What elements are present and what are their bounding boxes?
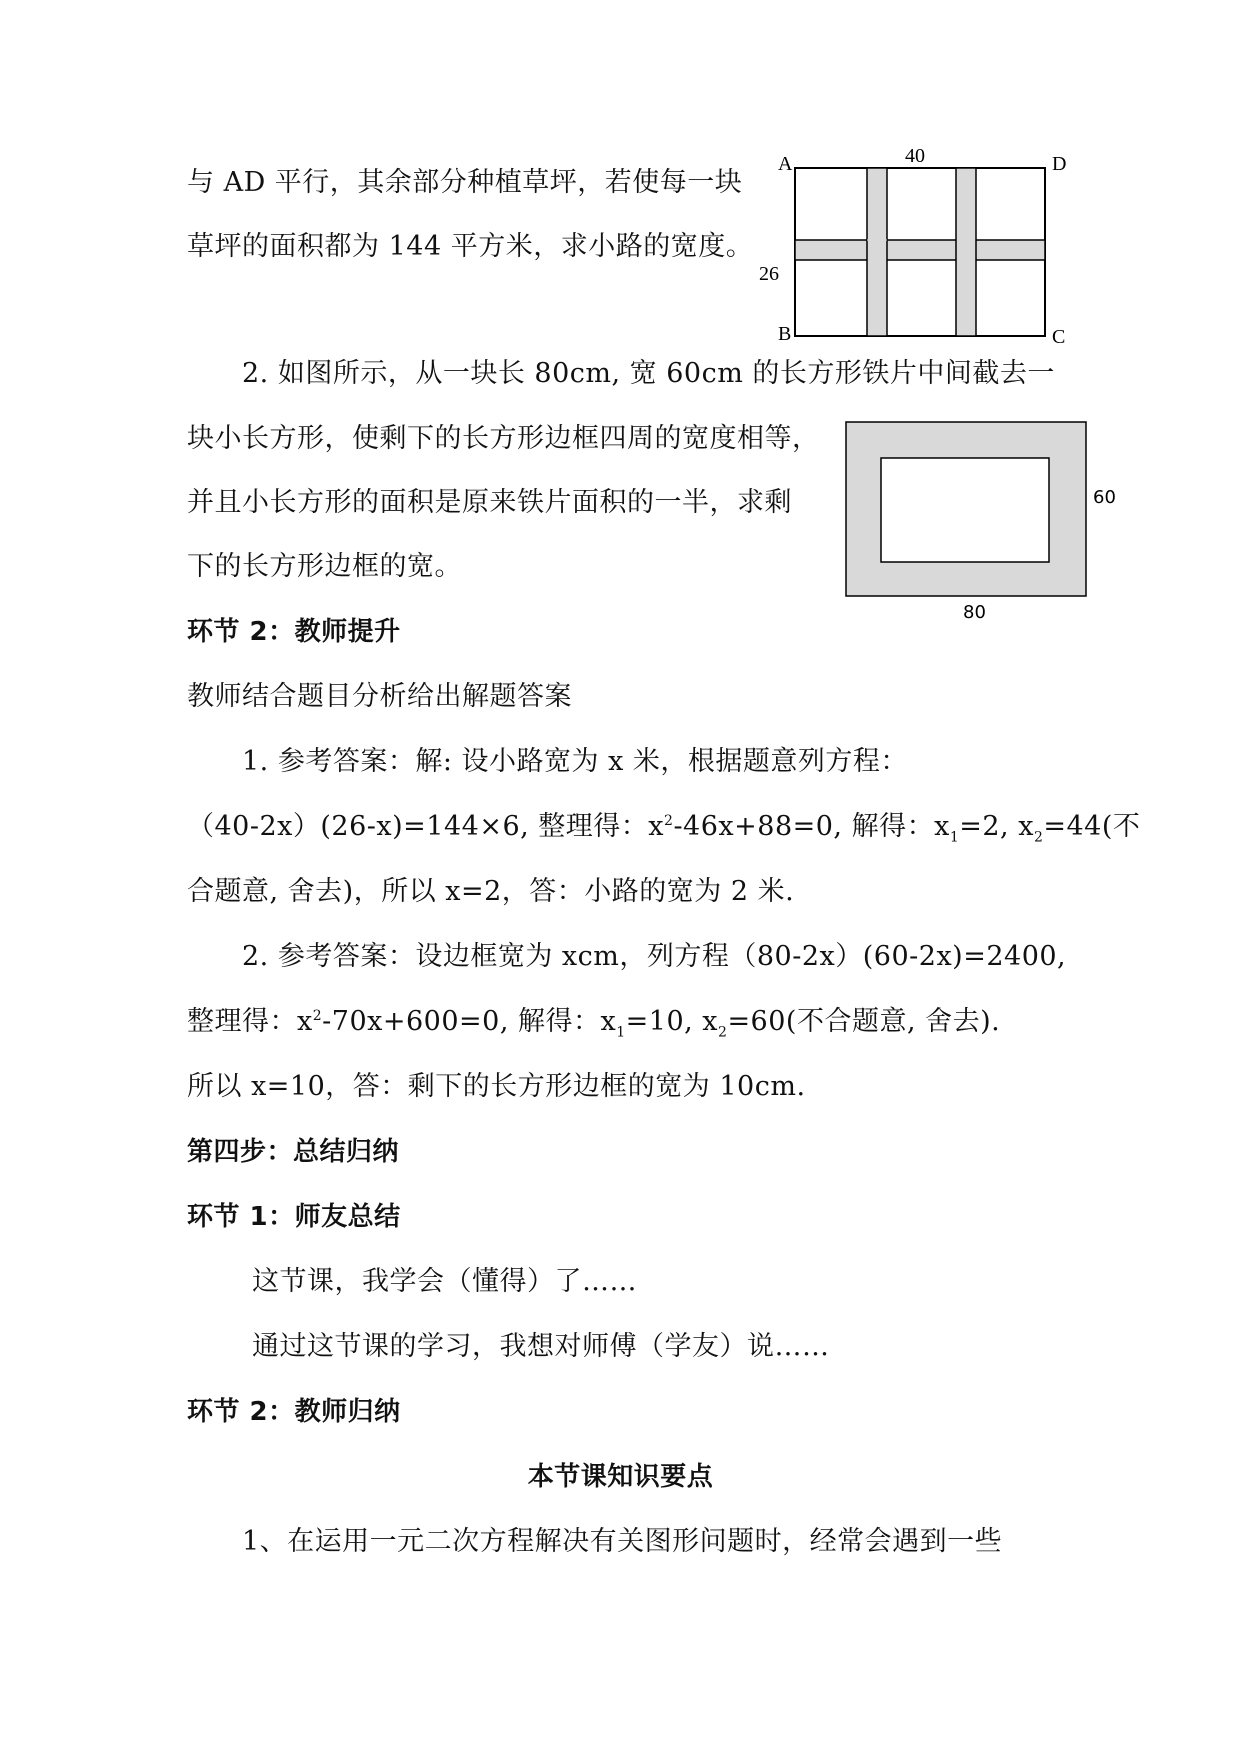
answer2-line3: 所以 x=10，答：剩下的长方形边框的宽为 10cm. bbox=[187, 1071, 806, 1102]
horizontal-path bbox=[795, 240, 1045, 260]
heading-link1: 环节 1：师友总结 bbox=[187, 1202, 401, 1232]
corner-b: B bbox=[778, 323, 792, 345]
knowledge-point1: 1、在运用一元二次方程解决有关图形问题时，经常会遇到一些 bbox=[242, 1526, 1003, 1557]
heading-teacher-raise: 环节 2：教师提升 bbox=[187, 617, 401, 647]
knowledge-title: 本节课知识要点 bbox=[527, 1462, 714, 1492]
label-40: 40 bbox=[905, 145, 925, 167]
answer1-line1: 1. 参考答案：解: 设小路宽为 x 米，根据题意列方程： bbox=[242, 746, 908, 777]
vertical-path-left bbox=[867, 168, 887, 336]
teacher-raise-intro: 教师结合题目分析给出解题答案 bbox=[187, 681, 572, 712]
vertical-path-right bbox=[956, 168, 976, 336]
problem2-line1: 2. 如图所示，从一块长 80cm, 宽 60cm 的长方形铁片中间截去一 bbox=[242, 358, 1055, 389]
answer1-line2: （40-2x）(26-x)=144×6, 整理得：$x^2-46x+88=0$, 解得：$x_1=2$, $x_2=44$(不 bbox=[187, 811, 1141, 846]
answer2-line1: 2. 参考答案：设边框宽为 xcm，列方程（80-2x）(60-2x)=2400, bbox=[242, 941, 1067, 972]
frame-figure bbox=[845, 420, 1165, 630]
label-60: 60 bbox=[1093, 487, 1116, 508]
corner-c: C bbox=[1052, 326, 1066, 348]
heading-step4: 第四步：总结归纳 bbox=[187, 1137, 400, 1167]
answer2-line2: 整理得：$x^2-70x+600=0$, 解得：$x_1=10$, $x_2=60$(不合题意, 舍去). bbox=[187, 1006, 1001, 1041]
corner-a: A bbox=[778, 153, 793, 175]
problem2-line3: 并且小长方形的面积是原来铁片面积的一半，求剩 bbox=[187, 487, 792, 518]
heading-link2: 环节 2：教师归纳 bbox=[187, 1397, 401, 1427]
link1-line1: 这节课，我学会（懂得）了…… bbox=[252, 1266, 637, 1297]
problem2-line4: 下的长方形边框的宽。 bbox=[187, 551, 462, 582]
problem1-line1: 与 AD 平行，其余部分种植草坪，若使每一块 bbox=[187, 167, 743, 198]
problem1-line2: 草坪的面积都为 144 平方米，求小路的宽度。 bbox=[187, 231, 754, 262]
label-26: 26 bbox=[759, 263, 779, 285]
link1-line2: 通过这节课的学习，我想对师傅（学友）说…… bbox=[252, 1331, 830, 1362]
answer1-line3: 合题意, 舍去)，所以 x=2，答：小路的宽为 2 米. bbox=[187, 876, 795, 907]
corner-d: D bbox=[1052, 153, 1067, 175]
problem2-line2: 块小长方形，使剩下的长方形边框四周的宽度相等， bbox=[187, 423, 820, 454]
frame-inner bbox=[881, 458, 1049, 562]
lawn-path-figure bbox=[759, 140, 1100, 355]
label-80: 80 bbox=[963, 602, 986, 623]
